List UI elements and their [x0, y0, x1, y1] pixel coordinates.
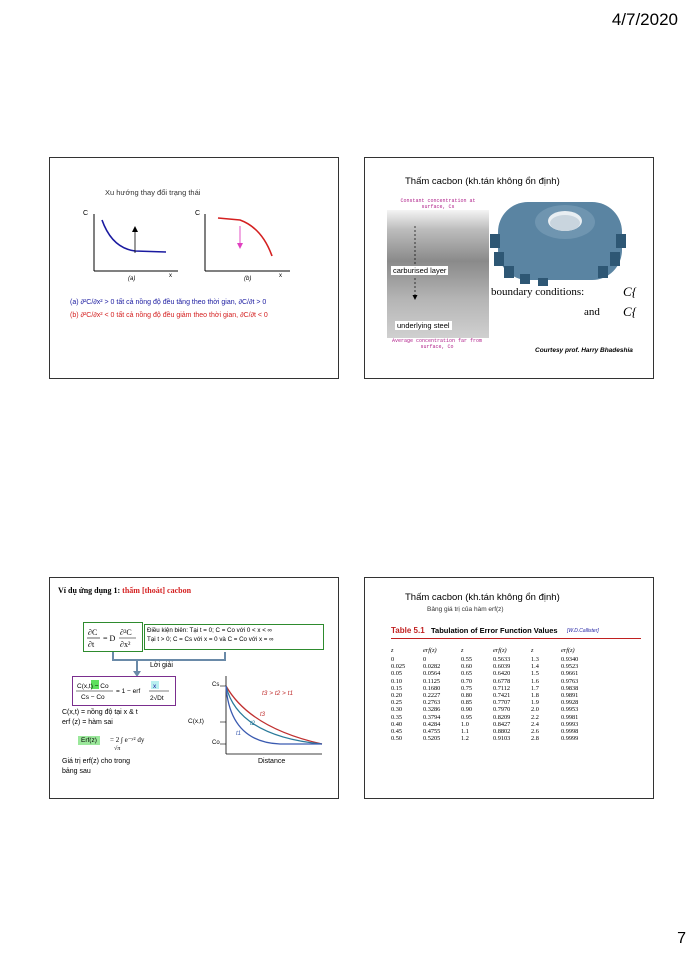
table-cell: 0.1125	[423, 677, 441, 685]
table-cell: 0.10	[391, 677, 403, 685]
cxt-axis-label: C(x,t)	[188, 718, 204, 725]
table-cell: 0	[423, 656, 427, 663]
table-row	[391, 728, 597, 735]
table-cell: 2.6	[531, 728, 539, 736]
table-row	[391, 706, 597, 713]
plot-a-curve	[102, 220, 166, 252]
table-cell: 0.80	[461, 692, 473, 700]
table-cell: 0.8802	[493, 728, 511, 736]
table-cell: 1.4	[531, 663, 539, 671]
table-cell: 0.8209	[493, 713, 511, 721]
table-cell: 0.3794	[423, 713, 441, 721]
svg-text:= 1 − erf: = 1 − erf	[116, 688, 141, 695]
table-row	[391, 663, 597, 670]
slide-4-subtitle: Bảng giá trị của hàm erf(z)	[427, 606, 504, 613]
table-cell: 0.9661	[561, 670, 579, 678]
boundary-c-brace-1: C{	[623, 284, 637, 299]
slide-3-title-prefix: Ví dụ ứng dụng 1:	[58, 586, 121, 595]
table-cell: 0.35	[391, 713, 403, 721]
table-cell: 0.9993	[561, 720, 579, 728]
erf-table	[391, 644, 597, 742]
erf-description: erf (z) = hàm sai	[62, 719, 113, 726]
plot-a-label: (a)	[128, 276, 136, 282]
table-cell: 0.40	[391, 720, 403, 728]
table-cell: 0.5205	[423, 735, 441, 743]
table-cell: 0.75	[461, 684, 473, 692]
table-cell: 1.1	[461, 728, 469, 736]
slide-2-title: Thấm cacbon (kh.tán không ổn định)	[405, 176, 560, 187]
svg-text:∂C: ∂C	[88, 628, 98, 637]
erf-header-erf-1: erf(z)	[423, 646, 437, 654]
courtesy-label: Courtesy prof. Harry Bhadeshia	[535, 347, 633, 354]
svg-text:x: x	[153, 683, 157, 690]
constant-concentration-label: Constant concentration at surface, Cs	[400, 198, 476, 210]
table-row	[391, 714, 597, 721]
solution-label: Lời giải	[150, 662, 173, 669]
bc-line-2: Tại t > 0; C = Cs với x = 0 và C = Co với x = ∞	[147, 636, 274, 643]
svg-text:∂t: ∂t	[88, 640, 95, 649]
t1-label: t1	[236, 731, 242, 737]
table-cell: 0.9838	[561, 684, 579, 692]
erf-header-z-1: z	[391, 646, 394, 654]
slide-1-heading: Xu hướng thay đổi trạng thái	[105, 188, 201, 197]
slide-3-title-highlight: thấm [thoát] cacbon	[122, 586, 192, 595]
table-cell: 0.9103	[493, 735, 511, 743]
table-cell: 0.9953	[561, 706, 579, 714]
table-caption: Tabulation of Error Function Values	[431, 626, 558, 635]
trend-line-a: (a) ∂²C/∂x² > 0 tất cả nồng độ đều tăng theo thời gian, ∂C/∂t > 0	[70, 299, 267, 306]
table-cell: 0	[391, 656, 395, 663]
slide-2-thumbnail[interactable]	[364, 157, 654, 379]
time-order-label: t3 > t2 > t1	[262, 690, 294, 697]
table-cell: 0.45	[391, 728, 403, 736]
erf-header-z-3: z	[531, 646, 534, 654]
table-note-1: Giá trị erf(z) cho trong	[62, 758, 131, 765]
plot-a-x-label: x	[169, 273, 172, 279]
table-cell: 0.2227	[423, 692, 441, 700]
average-concentration-label: Average concentration far from surface, Co	[391, 338, 482, 350]
table-cell: 0.9763	[561, 677, 579, 685]
erf-table-header-row	[391, 644, 597, 656]
svg-text:C(x,t) − Co: C(x,t) − Co	[77, 683, 109, 690]
table-cell: 0.9523	[561, 663, 579, 671]
table-row	[391, 678, 597, 685]
slide-3-thumbnail[interactable]	[49, 577, 339, 799]
table-cell: 0.025	[391, 663, 406, 671]
table-cell: 0.90	[461, 706, 473, 714]
svg-text:∂²C: ∂²C	[120, 628, 132, 637]
co-label: Co	[212, 740, 220, 746]
table-cell: 0.4284	[423, 720, 441, 728]
svg-text:Cs − Co: Cs − Co	[81, 694, 105, 701]
concentration-profile-chart	[50, 578, 339, 799]
page-date: 4/7/2020	[611, 10, 678, 29]
table-cell: 0.95	[461, 713, 473, 721]
table-cell: 0.9891	[561, 692, 579, 700]
carburised-layer-label: carburised layer	[393, 266, 447, 275]
table-cell: 0.70	[461, 677, 473, 685]
table-cell: 0.30	[391, 706, 403, 714]
plot-b-c-label: C	[195, 210, 201, 217]
plot-b-arrow-head	[237, 243, 243, 249]
cxt-description: C(x,t) = nồng độ tại x & t	[62, 709, 138, 716]
gear-image	[365, 158, 654, 379]
table-cell: 1.8	[531, 692, 539, 700]
table-cell: 0.6420	[493, 670, 511, 678]
svg-text:∂x²: ∂x²	[120, 640, 131, 649]
table-cell: 1.9	[531, 699, 539, 707]
table-divider	[391, 638, 641, 639]
cs-label: Cs	[212, 682, 220, 688]
erf-header-z-2: z	[461, 646, 464, 654]
table-cell: 0.9928	[561, 699, 579, 707]
svg-text:√π: √π	[114, 746, 121, 752]
erf-header-erf-2: erf(z)	[493, 646, 507, 654]
plot-a-arrow-head	[132, 226, 138, 232]
plot-b-curve	[218, 218, 272, 256]
table-cell: 0.4755	[423, 728, 441, 736]
table-cell: 0.15	[391, 684, 403, 692]
table-cell: 0.1680	[423, 684, 441, 692]
table-row	[391, 670, 597, 677]
table-cell: 2.8	[531, 735, 539, 743]
table-cell: 1.2	[461, 735, 469, 743]
table-cell: 1.0	[461, 720, 469, 728]
erf-header-erf-3: erf(z)	[561, 646, 575, 654]
svg-text:= D: = D	[103, 634, 116, 643]
table-cell: 0.6778	[493, 677, 511, 685]
slide-4-title: Thấm cacbon (kh.tán không ổn định)	[405, 592, 560, 603]
table-cell: 1.7	[531, 684, 539, 692]
svg-text:2√Dt: 2√Dt	[150, 695, 164, 702]
table-cell: 0.9999	[561, 735, 579, 743]
table-cell: 0.65	[461, 670, 473, 678]
table-cell: 0.50	[391, 735, 403, 743]
slide-1-thumbnail[interactable]	[49, 157, 339, 379]
table-label: Table 5.1	[391, 626, 425, 635]
table-row	[391, 699, 597, 706]
table-cell: 1.6	[531, 677, 539, 685]
table-cell: 0.7421	[493, 692, 511, 700]
concentration-trend-plots	[50, 158, 339, 379]
table-row	[391, 692, 597, 699]
boundary-conditions-label: boundary conditions:	[491, 286, 585, 298]
plot-b-x-label: x	[279, 273, 282, 279]
table-cell: 0.25	[391, 699, 403, 707]
erf-label: Erf(z)	[78, 736, 100, 745]
boundary-c-brace-2: C{	[623, 304, 637, 319]
table-cell: 0.9998	[561, 728, 579, 736]
table-cell: 0.85	[461, 699, 473, 707]
slide-4-thumbnail[interactable]	[364, 577, 654, 799]
table-cell: 1.5	[531, 670, 539, 678]
svg-text:= 2 ∫ e⁻ʸ² dy: = 2 ∫ e⁻ʸ² dy	[110, 736, 145, 744]
table-row	[391, 656, 597, 663]
table-row	[391, 721, 597, 728]
bc-line-1: Điều kiện biên: Tại t = 0; C = Co với 0 < x < ∞	[147, 627, 272, 634]
table-cell: 0.7970	[493, 706, 511, 714]
table-cell: 0.0282	[423, 663, 441, 671]
table-cell: 0.60	[461, 663, 473, 671]
table-cell: 0.8427	[493, 720, 511, 728]
table-cell: 0.20	[391, 692, 403, 700]
table-cell: 0.6039	[493, 663, 511, 671]
table-cell: 2.4	[531, 720, 539, 728]
table-cell: 0.2763	[423, 699, 441, 707]
table-cell: 0.3286	[423, 706, 441, 714]
plot-b-label: (b)	[244, 276, 252, 282]
table-cell: 1.3	[531, 656, 539, 663]
table-row	[391, 735, 597, 742]
table-cell: 0.9340	[561, 656, 579, 663]
table-cell: 2.2	[531, 713, 539, 721]
table-cell: 0.7707	[493, 699, 511, 707]
t3-label: t3	[260, 712, 266, 718]
page-number: 7	[677, 930, 686, 947]
table-cell: 0.9981	[561, 713, 579, 721]
table-cell: 0.05	[391, 670, 403, 678]
table-cell: 0.0564	[423, 670, 441, 678]
table-cell: 2.0	[531, 706, 539, 714]
trend-line-b: (b) ∂²C/∂x² < 0 tất cả nồng độ đều giảm theo thời gian, ∂C/∂t < 0	[70, 312, 268, 319]
table-credit: [W.D.Callister]	[567, 628, 599, 634]
table-cell: 0.7112	[493, 684, 511, 692]
distance-label: Distance	[258, 758, 286, 765]
table-cell: 0.5633	[493, 656, 511, 663]
table-note-2: bảng sau	[62, 768, 91, 775]
table-row	[391, 685, 597, 692]
plot-a-c-label: C	[83, 210, 89, 217]
table-cell: 0.55	[461, 656, 473, 663]
t2-label: t2	[250, 721, 256, 727]
and-label: and	[584, 306, 600, 318]
underlying-steel-label: underlying steel	[397, 321, 450, 330]
